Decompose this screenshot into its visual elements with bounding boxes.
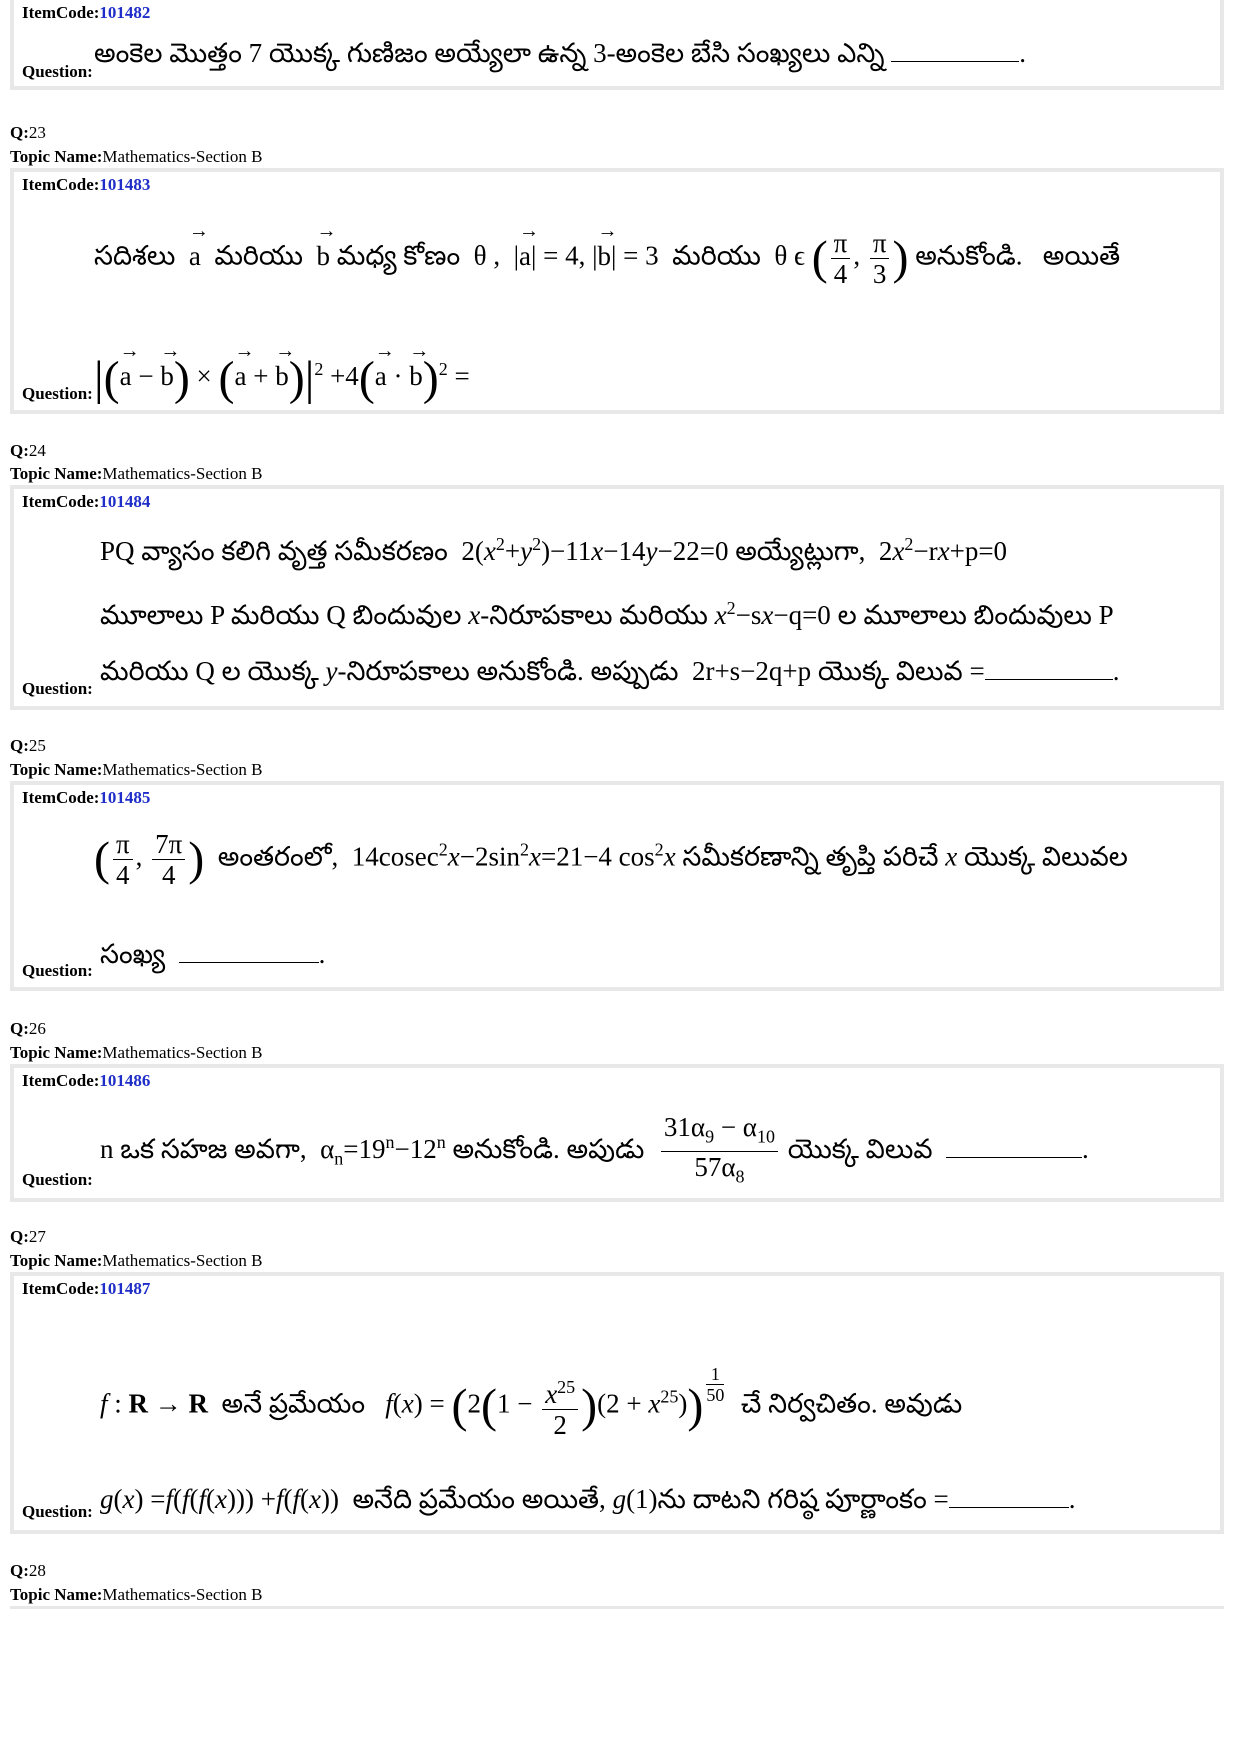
item-code: ItemCode:101486	[22, 1071, 151, 1090]
topic-name: Topic Name:Mathematics-Section B	[10, 147, 263, 166]
question-number: Q:24	[10, 441, 46, 460]
question-text-line-3: మరియు Q ల యొక్క y-నిరూపకాలు అనుకోండి. అప్పుడు 2r+s−2q+p యొక్క విలువ = .	[100, 656, 1120, 686]
question-text-line-2: సంఖ్య .	[100, 939, 326, 969]
question-label: Question:	[22, 679, 93, 698]
section-divider	[10, 1606, 1224, 1609]
question-label: Question:	[22, 1170, 93, 1189]
topic-name: Topic Name:Mathematics-Section B	[10, 464, 263, 483]
question-text: అంకెల మొత్తం 7 యొక్క గుణిజం అయ్యేలా ఉన్న 3-అంకెల బేసి సంఖ్యలు ఎన్ని .	[94, 38, 1026, 68]
question-text-line-1: ( $\frac{\pi}{4}$ , $\frac{7\pi}{4}$ ) అంతరంలో, $14cosec^2x-2\sin^2x=21-4$ $\cos^2x$ సమీకరణాన్ని తృప్తి పరిచే x యొక్క విలువల	[94, 829, 1128, 890]
question-number: Q:28	[10, 1561, 46, 1580]
question-label: Question:	[22, 961, 93, 980]
topic-name: Topic Name:Mathematics-Section B	[10, 1251, 263, 1270]
topic-name: Topic Name:Mathematics-Section B	[10, 1043, 263, 1062]
question-box-101485	[10, 781, 1224, 991]
question-text-line-2: g(x) =f(f(f(x))) +f(f(x)) అనేది ప్రమేయం అయితే, g(1)ను దాటని గరిష్ఠ పూర్ణాంకం = .	[100, 1484, 1076, 1514]
question-box-101483	[10, 168, 1224, 414]
topic-name: Topic Name:Mathematics-Section B	[10, 1585, 263, 1604]
question-number: Q:23	[10, 123, 46, 142]
item-code: ItemCode:101484	[22, 492, 151, 511]
question-text-line-1: f : R → R అనే ప్రమేయం f(x) = (2(1 − $\frac{x^{25}}{2}$ )$(2 + x^{25})$) $^{\frac{1}{50}}$ చే నిర్వచితం. అవుడు	[100, 1364, 963, 1441]
item-code: ItemCode:101485	[22, 788, 151, 807]
topic-name: Topic Name:Mathematics-Section B	[10, 760, 263, 779]
question-label: Question:	[22, 62, 93, 81]
question-text-line: సదిశలు → a మరియు → b మధ్య కోణం θ , | → a| = 4, | → b| = 3 మరియు θ ϵ ( $\frac{\pi}{4}$ , $\frac{\pi}{3}$ ) అనుకోండి. అయితే	[94, 219, 1121, 289]
item-code: ItemCode:101487	[22, 1279, 151, 1298]
question-number: Q:25	[10, 736, 46, 755]
question-label: Question:	[22, 1502, 93, 1521]
question-number: Q:26	[10, 1019, 46, 1038]
question-number: Q:27	[10, 1227, 46, 1246]
question-text-line-1: PQ వ్యాసం కలిగి వృత్త సమీకరణం $2(x^2+y^2)-11x-14y-22=0$ అయ్యేట్లుగా, $2x^2-rx+p=0$	[100, 534, 1008, 566]
item-code: ItemCode:101483	[22, 175, 151, 194]
item-code: ItemCode:101482	[22, 3, 151, 22]
question-text-line-2: మూలాలు P మరియు Q బిందువుల x-నిరూపకాలు మరియు $x^2-sx-q=0$ ల మూలాలు బిందువులు P	[100, 598, 1114, 630]
question-box-101486	[10, 1064, 1224, 1202]
question-text: n ఒక సహజ అవగా, $\alpha_n=19^n-12^n$ అనుకోండి. అపుడు $\frac{31\alpha_9 - \alpha_{10}}{57\alpha_8}$ యొక్క విలువ .	[100, 1112, 1089, 1187]
question-box-101484	[10, 485, 1224, 710]
question-box-101482	[10, 0, 1224, 90]
question-label: Question:	[22, 384, 93, 403]
question-formula: |( → a − → b) × ( → a + → $b)|^2 +4$( → a · → b)$^2$ =	[94, 340, 470, 405]
question-box-101487	[10, 1272, 1224, 1534]
